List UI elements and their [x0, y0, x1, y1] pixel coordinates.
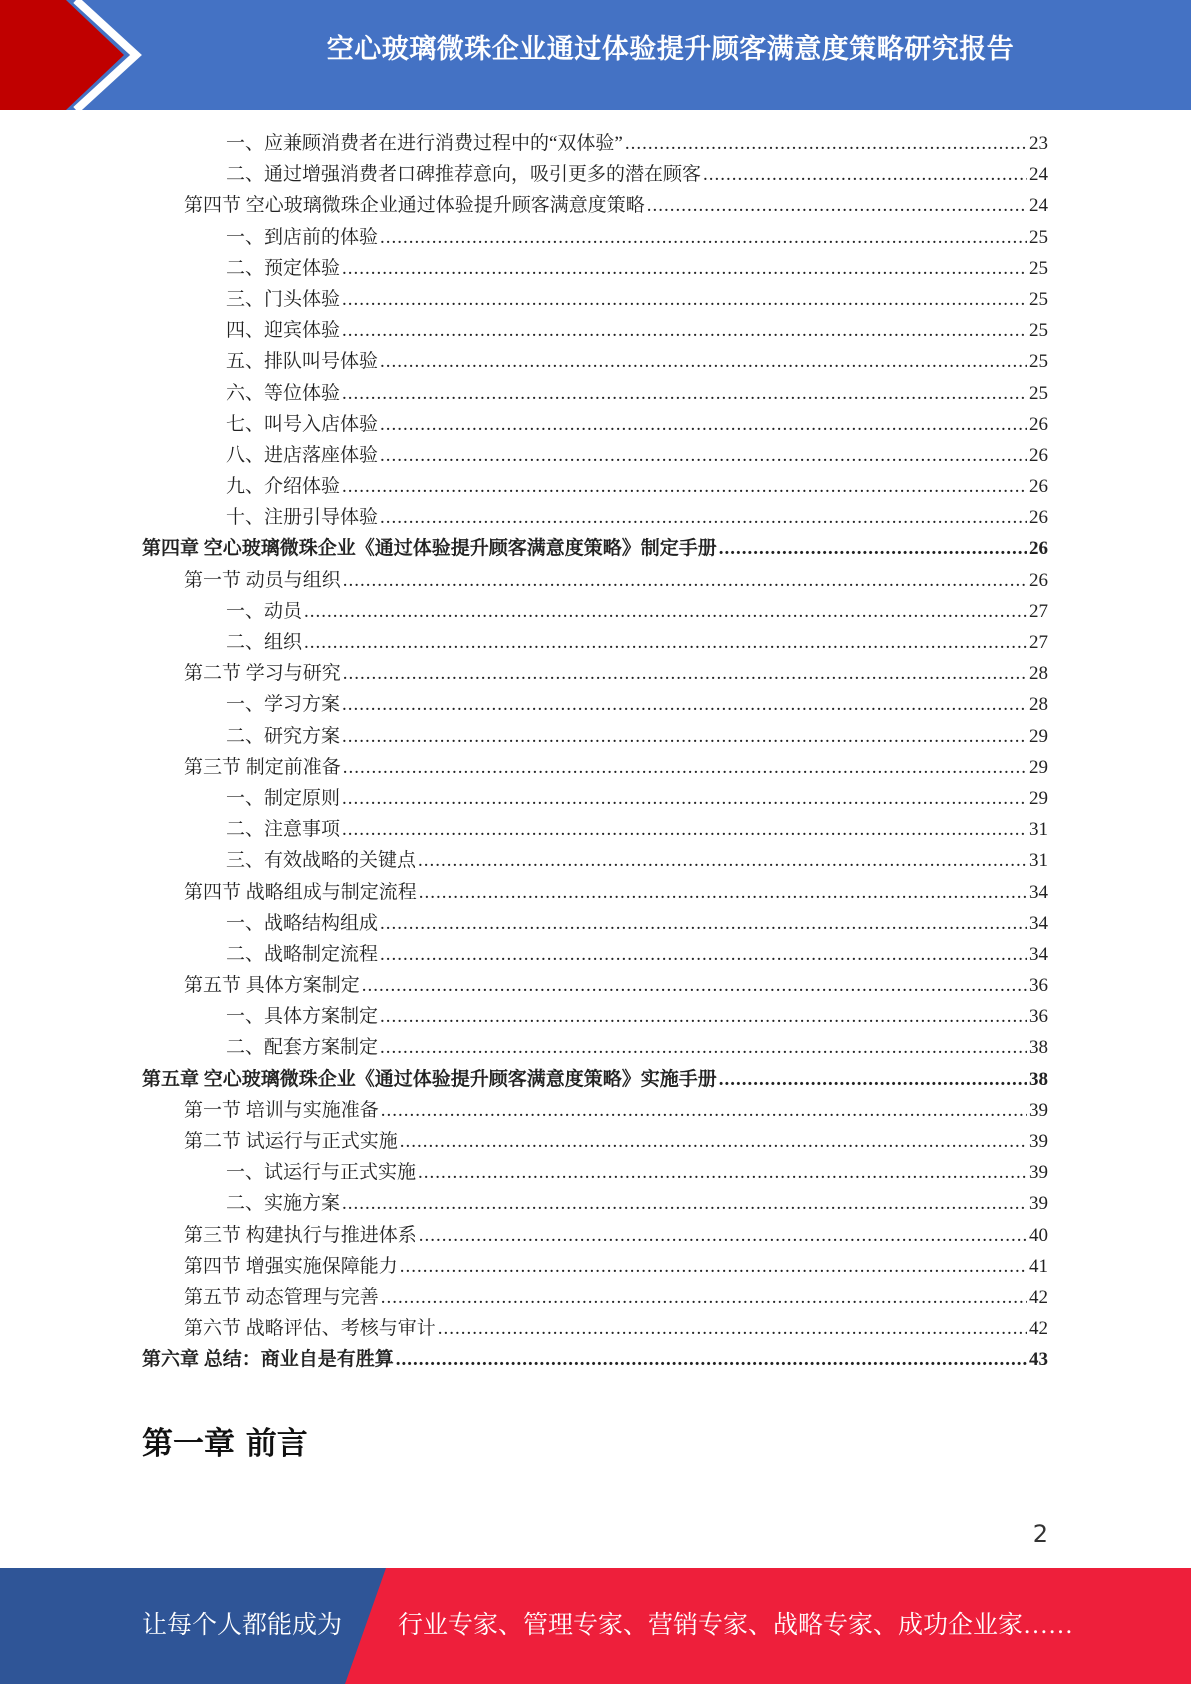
toc-entry[interactable]: [142, 596, 1048, 627]
toc-entry-title: 第四节 增强实施保障能力: [184, 1255, 398, 1277]
toc-entry-page: 26: [1029, 413, 1048, 435]
toc-entry-title: 一、战略结构组成: [226, 912, 379, 934]
toc-entry-title: 一、动员: [226, 600, 303, 622]
toc-entry-title: 六、等位体验: [226, 382, 341, 404]
toc-entry-page: 39: [1029, 1162, 1048, 1184]
toc-dot-leader: [304, 596, 1027, 627]
toc-dot-leader: [343, 752, 1027, 783]
toc-entry-page: 31: [1029, 850, 1048, 872]
toc-dot-leader: [400, 1251, 1027, 1282]
toc-entry-page: 38: [1029, 1037, 1048, 1059]
footer-slogan-left: 让每个人都能成为: [142, 1612, 343, 1639]
toc-dot-leader: [342, 783, 1027, 814]
toc-entry-page: 42: [1029, 1286, 1048, 1308]
toc-entry-page: 26: [1029, 444, 1048, 466]
toc-entry-title: 二、通过增强消费者口碑推荐意向，吸引更多的潜在顾客: [226, 164, 702, 186]
toc-entry-page: 40: [1029, 1224, 1048, 1246]
toc-entry[interactable]: [142, 627, 1048, 658]
toc-dot-leader: [703, 159, 1027, 190]
toc-dot-leader: [719, 1064, 1027, 1095]
toc-entry[interactable]: [142, 658, 1048, 689]
toc-entry[interactable]: [142, 1282, 1048, 1313]
toc-entry[interactable]: [142, 440, 1048, 471]
toc-entry[interactable]: [142, 970, 1048, 1001]
toc-dot-leader: [380, 222, 1027, 253]
toc-entry[interactable]: [142, 814, 1048, 845]
toc-entry-page: 25: [1029, 351, 1048, 373]
toc-entry-title: 四、迎宾体验: [226, 320, 341, 342]
toc-entry-title: 三、门头体验: [226, 288, 341, 310]
toc-entry[interactable]: [142, 1001, 1048, 1032]
toc-entry[interactable]: [142, 908, 1048, 939]
page-footer: [0, 1568, 1191, 1684]
toc-entry-page: 34: [1029, 943, 1048, 965]
toc-entry[interactable]: [142, 1157, 1048, 1188]
toc-entry[interactable]: [142, 253, 1048, 284]
toc-entry-title: 二、配套方案制定: [226, 1037, 379, 1059]
table-of-contents: [142, 128, 1048, 1376]
toc-dot-leader: [396, 1344, 1027, 1375]
toc-dot-leader: [304, 627, 1027, 658]
page-number: 2: [1032, 1520, 1048, 1548]
toc-dot-leader: [719, 533, 1027, 564]
toc-dot-leader: [362, 970, 1027, 1001]
toc-entry-page: 43: [1029, 1349, 1048, 1371]
toc-entry-title: 一、到店前的体验: [226, 226, 379, 248]
toc-entry-page: 39: [1029, 1099, 1048, 1121]
toc-dot-leader: [380, 908, 1027, 939]
toc-dot-leader: [625, 128, 1027, 159]
toc-dot-leader: [380, 502, 1027, 533]
report-title: 空心玻璃微珠企业通过体验提升顾客满意度策略研究报告: [326, 34, 1015, 65]
toc-entry[interactable]: [142, 1032, 1048, 1063]
page-header: [0, 0, 1191, 110]
toc-entry[interactable]: [142, 471, 1048, 502]
toc-dot-leader: [342, 253, 1027, 284]
toc-entry-page: 36: [1029, 1006, 1048, 1028]
toc-dot-leader: [381, 1095, 1027, 1126]
toc-entry-title: 二、战略制定流程: [226, 943, 379, 965]
toc-entry[interactable]: [142, 1126, 1048, 1157]
toc-entry-page: 28: [1029, 694, 1048, 716]
toc-entry[interactable]: [142, 409, 1048, 440]
toc-dot-leader: [380, 409, 1027, 440]
toc-dot-leader: [438, 1313, 1027, 1344]
toc-entry-title: 第五章 空心玻璃微珠企业《通过体验提升顾客满意度策略》实施手册: [142, 1068, 717, 1090]
toc-entry-page: 27: [1029, 632, 1048, 653]
header-red-block: [0, 0, 124, 110]
toc-entry[interactable]: [142, 222, 1048, 253]
toc-dot-leader: [418, 845, 1027, 876]
toc-entry-title: 二、注意事项: [226, 819, 341, 841]
toc-entry[interactable]: [142, 533, 1048, 564]
toc-entry-title: 一、具体方案制定: [226, 1006, 379, 1028]
toc-dot-leader: [342, 315, 1027, 346]
toc-entry-title: 第二节 学习与研究: [184, 663, 341, 685]
toc-entry[interactable]: [142, 689, 1048, 720]
toc-entry-page: 29: [1029, 725, 1048, 747]
toc-entry[interactable]: [142, 378, 1048, 409]
toc-dot-leader: [342, 721, 1027, 752]
toc-entry-title: 第五节 动态管理与完善: [184, 1286, 379, 1308]
toc-dot-leader: [419, 877, 1027, 908]
toc-entry[interactable]: [142, 1344, 1048, 1375]
toc-dot-leader: [381, 1282, 1027, 1313]
toc-dot-leader: [418, 1157, 1027, 1188]
toc-entry-page: 27: [1029, 600, 1048, 622]
toc-entry-title: 第四章 空心玻璃微珠企业《通过体验提升顾客满意度策略》制定手册: [142, 538, 717, 560]
toc-entry[interactable]: [142, 128, 1048, 159]
toc-dot-leader: [380, 1032, 1027, 1063]
toc-entry-page: 31: [1029, 819, 1048, 841]
toc-entry-title: 第三节 制定前准备: [184, 756, 341, 778]
toc-entry-page: 26: [1029, 476, 1048, 498]
toc-entry-title: 第六节 战略评估、考核与审计: [184, 1318, 436, 1340]
toc-entry-page: 42: [1029, 1318, 1048, 1340]
toc-dot-leader: [647, 190, 1027, 221]
toc-entry-title: 七、叫号入店体验: [226, 413, 379, 435]
toc-entry[interactable]: [142, 939, 1048, 970]
toc-entry[interactable]: [142, 752, 1048, 783]
toc-dot-leader: [400, 1126, 1027, 1157]
toc-dot-leader: [380, 346, 1027, 377]
toc-entry-page: 26: [1029, 507, 1048, 529]
toc-entry-page: 25: [1029, 320, 1048, 342]
toc-entry-page: 36: [1029, 975, 1048, 997]
toc-entry-page: 25: [1029, 226, 1048, 248]
toc-entry-title: 第三节 构建执行与推进体系: [184, 1224, 417, 1246]
toc-entry-page: 26: [1029, 569, 1048, 591]
toc-entry-page: 34: [1029, 881, 1048, 903]
toc-entry[interactable]: [142, 877, 1048, 908]
toc-entry-title: 九、介绍体验: [226, 476, 341, 498]
toc-entry[interactable]: [142, 284, 1048, 315]
toc-entry[interactable]: [142, 502, 1048, 533]
toc-entry[interactable]: [142, 346, 1048, 377]
toc-entry-page: 25: [1029, 257, 1048, 279]
toc-entry-title: 第五节 具体方案制定: [184, 975, 360, 997]
toc-entry-title: 二、研究方案: [226, 725, 341, 747]
toc-entry-title: 第一节 动员与组织: [184, 569, 341, 591]
toc-dot-leader: [343, 658, 1027, 689]
toc-entry-page: 24: [1029, 164, 1048, 186]
toc-entry-title: 一、试运行与正式实施: [226, 1162, 417, 1184]
toc-entry-page: 29: [1029, 756, 1048, 778]
toc-entry-page: 39: [1029, 1131, 1048, 1152]
toc-entry-title: 二、预定体验: [226, 257, 341, 279]
toc-entry[interactable]: [142, 190, 1048, 221]
toc-entry[interactable]: [142, 1251, 1048, 1282]
toc-entry-page: 26: [1029, 538, 1048, 560]
toc-entry-title: 第二节 试运行与正式实施: [184, 1131, 398, 1152]
toc-entry-page: 39: [1029, 1193, 1048, 1215]
toc-entry-page: 34: [1029, 912, 1048, 934]
chapter-heading: 第一章 前言: [142, 1426, 308, 1462]
toc-entry-page: 24: [1029, 195, 1048, 217]
toc-entry[interactable]: [142, 1220, 1048, 1251]
toc-entry-page: 29: [1029, 787, 1048, 809]
toc-dot-leader: [419, 1220, 1027, 1251]
toc-entry[interactable]: [142, 565, 1048, 596]
toc-entry-title: 三、有效战略的关键点: [226, 850, 417, 872]
toc-dot-leader: [342, 814, 1027, 845]
toc-dot-leader: [342, 689, 1027, 720]
toc-entry-page: 28: [1029, 663, 1048, 685]
toc-entry[interactable]: [142, 159, 1048, 190]
toc-entry-title: 二、实施方案: [226, 1193, 341, 1215]
toc-entry-title: 二、组织: [226, 632, 303, 653]
toc-entry[interactable]: [142, 845, 1048, 876]
toc-dot-leader: [342, 284, 1027, 315]
toc-entry[interactable]: [142, 315, 1048, 346]
toc-entry-page: 38: [1029, 1068, 1048, 1090]
toc-entry-page: 25: [1029, 288, 1048, 310]
toc-entry[interactable]: [142, 1188, 1048, 1219]
toc-entry[interactable]: [142, 1313, 1048, 1344]
toc-entry-title: 第四节 空心玻璃微珠企业通过体验提升顾客满意度策略: [184, 195, 645, 217]
toc-dot-leader: [342, 471, 1027, 502]
toc-dot-leader: [342, 1188, 1027, 1219]
toc-entry[interactable]: [142, 1064, 1048, 1095]
toc-entry-title: 十、注册引导体验: [226, 507, 379, 529]
toc-dot-leader: [343, 565, 1027, 596]
toc-dot-leader: [380, 440, 1027, 471]
header-arrow-decoration: [0, 0, 150, 110]
toc-entry[interactable]: [142, 721, 1048, 752]
toc-entry-title: 五、排队叫号体验: [226, 351, 379, 373]
toc-entry-title: 第一节 培训与实施准备: [184, 1099, 379, 1121]
toc-entry-title: 第六章 总结：商业自是有胜算: [142, 1349, 394, 1371]
toc-dot-leader: [380, 939, 1027, 970]
toc-dot-leader: [380, 1001, 1027, 1032]
footer-slogan-right: 行业专家、管理专家、营销专家、战略专家、成功企业家……: [398, 1612, 1074, 1639]
toc-entry-page: 23: [1029, 133, 1048, 154]
toc-entry-page: 25: [1029, 382, 1048, 404]
toc-entry-title: 一、学习方案: [226, 694, 341, 716]
toc-entry[interactable]: [142, 783, 1048, 814]
toc-entry-title: 一、制定原则: [226, 787, 341, 809]
toc-entry-title: 一、应兼顾消费者在进行消费过程中的“双体验”: [226, 133, 623, 154]
toc-entry-title: 第四节 战略组成与制定流程: [184, 881, 417, 903]
toc-entry-page: 41: [1029, 1255, 1048, 1277]
toc-entry-title: 八、进店落座体验: [226, 444, 379, 466]
toc-dot-leader: [342, 378, 1027, 409]
toc-entry[interactable]: [142, 1095, 1048, 1126]
